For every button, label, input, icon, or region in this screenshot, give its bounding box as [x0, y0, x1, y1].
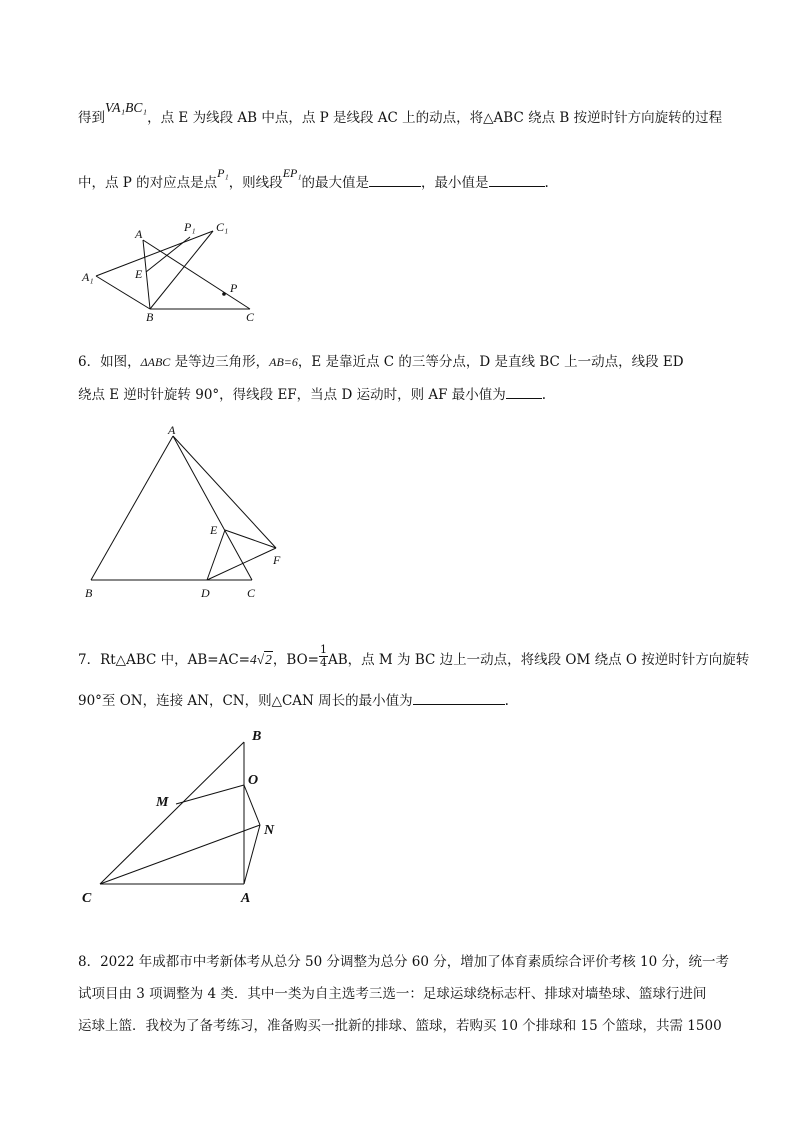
- q5-ep1-symbol: EP₁: [282, 166, 302, 180]
- q5-figure: [80, 215, 270, 325]
- q5-text-c: 的最大值是: [301, 175, 370, 191]
- q5-line-2: [78, 166, 549, 193]
- q5-segment-ab: [143, 240, 150, 309]
- q5-p1-symbol: P₁: [217, 166, 229, 180]
- q6-label-b: B: [85, 586, 93, 600]
- q7-text-end: .: [504, 693, 509, 709]
- q7-text-c: AB，点 M 为 BC 边上一动点，将线段 OM 绕点 O 按逆时针方向旋转: [327, 652, 750, 668]
- q8-line-3: 运球上篮．我校为了备考练习，准备购买一批新的排球、篮球，若购买 10 个排球和 15 个篮球，共需 1500: [78, 1018, 722, 1034]
- q7-number: 7．: [78, 652, 101, 668]
- q7-segment-on: [244, 785, 260, 825]
- q7-segment-cb: [100, 742, 244, 884]
- q6-label-d: D: [201, 586, 210, 600]
- q6-line-2: [78, 384, 546, 405]
- q6-label-c: C: [247, 586, 256, 600]
- q7-frac-num: 1: [319, 643, 327, 656]
- q5-label-p: P: [230, 281, 238, 295]
- q5-label-e: E: [135, 267, 143, 281]
- q6-triangle-symbol: ΔABC: [140, 355, 171, 369]
- q7-segment-cn: [100, 825, 260, 884]
- q7-label-m: M: [156, 795, 169, 810]
- q5-label-b: B: [146, 310, 154, 324]
- q6-segment-ac: [173, 436, 252, 580]
- q7-segment-an: [244, 825, 260, 884]
- q6-label-a: A: [168, 423, 176, 437]
- q8-line-2: 试项目由 3 项调整为 4 类．其中一类为自主选考三选一：足球运球绕标志杆、排球对墙垫球、篮球行进间: [78, 986, 707, 1002]
- q7-text-b: ，BO=: [272, 652, 319, 668]
- q7-figure: [80, 722, 300, 907]
- q5-label-c: C: [246, 310, 255, 324]
- q5-point-p: [222, 292, 226, 296]
- q5-figure-lines: [96, 231, 250, 309]
- q7-text-a: Rt△ABC 中，AB=AC=: [100, 652, 250, 668]
- q7-label-c: C: [82, 891, 92, 906]
- q7-label-b: B: [252, 729, 262, 744]
- q5-text-a: 中，点 P 的对应点是点: [78, 175, 218, 191]
- q5-triangle-symbol: VA₁BC₁: [105, 100, 148, 115]
- q6-number: 6．如图，: [78, 354, 141, 370]
- q6-label-e: E: [210, 523, 218, 537]
- q7-text-d: 90°至 ON，连接 AN，CN，则△CAN 周长的最小值为: [78, 693, 413, 709]
- q6-ab-value: AB=6: [269, 355, 298, 369]
- q5-label-p1: P₁: [184, 220, 196, 234]
- q7-label-o: O: [248, 773, 259, 788]
- q6-text-b: ，E 是靠近点 C 的三等分点，D 是直线 BC 上一动点，线段 ED: [297, 354, 684, 370]
- q5-text-d: ，最小值是: [421, 175, 489, 191]
- q6-segment-df: [207, 548, 276, 580]
- q5-segment-ac: [143, 240, 250, 309]
- q6-figure-lines: [91, 436, 276, 580]
- q6-label-f: F: [273, 553, 281, 567]
- q7-segment-mo: [176, 785, 244, 804]
- q6-answer-blank[interactable]: [506, 384, 542, 399]
- q7-sqrt-radicand: 2: [265, 652, 272, 667]
- q7-answer-blank[interactable]: [413, 690, 505, 705]
- q7-sqrt-expression: 4√2: [249, 652, 272, 667]
- q7-line-1: [78, 643, 750, 673]
- q5-label-c1: C₁: [216, 220, 229, 234]
- q5-text-prefix: 得到: [78, 110, 105, 126]
- q5-text-end: .: [544, 175, 549, 191]
- q6-segment-ab: [91, 436, 173, 580]
- q8-line-1: 8．2022 年成都市中考新体考从总分 50 分调整为总分 60 分，增加了体育素质综合评价考核 10 分，统一考: [78, 954, 730, 970]
- q5-text-statement: ，点 E 为线段 AB 中点，点 P 是线段 AC 上的动点，将△ABC 绕点 B 按逆时针方向旋转的过程: [147, 110, 723, 126]
- q5-answer-blank-max[interactable]: [369, 172, 421, 187]
- q7-label-a: A: [241, 891, 251, 906]
- q7-label-n: N: [264, 823, 275, 838]
- q6-text-c: 绕点 E 逆时针旋转 90°，得线段 EF，当点 D 运动时，则 AF 最小值为: [78, 387, 506, 403]
- q6-text-end: .: [541, 387, 547, 403]
- q7-frac-den: 4: [319, 656, 327, 669]
- q6-text-a: 是等边三角形，: [170, 354, 270, 370]
- q7-sqrt-coef: 4: [249, 652, 257, 667]
- q5-text-b: ，则线段: [228, 175, 283, 191]
- q5-answer-blank-min[interactable]: [489, 172, 545, 187]
- q7-line-2: [78, 690, 509, 711]
- q7-fraction: [319, 644, 328, 669]
- q6-figure: [80, 420, 300, 605]
- q5-label-a: A: [135, 227, 143, 241]
- q6-line-1: [78, 352, 684, 372]
- q5-line-1: [78, 100, 723, 128]
- q7-figure-lines: [100, 742, 260, 884]
- q5-label-a1: A₁: [82, 270, 94, 284]
